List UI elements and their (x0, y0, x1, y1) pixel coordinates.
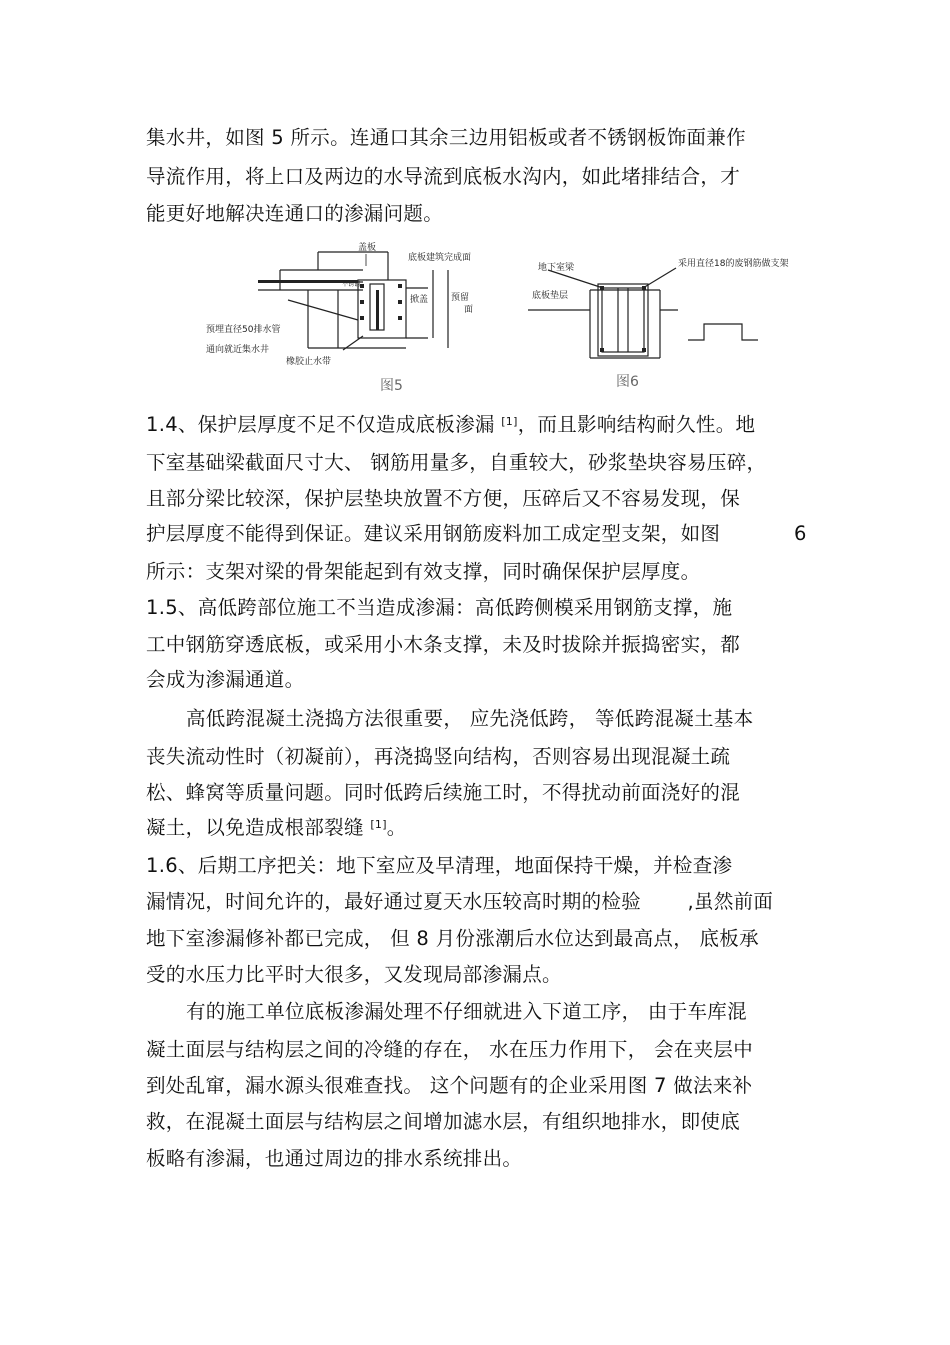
fig5-label: 预留 (451, 293, 470, 303)
figure-5-drawing (206, 240, 478, 398)
text-line: 且部分梁比较深，保护层垫块放置不方便，压碎后又不容易发现，保 (146, 487, 741, 510)
fig5-label: 底板建筑完成面 (408, 253, 472, 263)
text-line: 6 (794, 522, 807, 545)
fig5-label: 盖板 (358, 243, 377, 253)
text-line: 有的施工单位底板渗漏处理不仔细就进入下道工序， 由于车库混 (186, 1000, 747, 1023)
figure-5 (206, 240, 478, 398)
citation-ref: [1] (370, 818, 387, 831)
figure-6-drawing (528, 248, 788, 393)
fig5-label: 通向就近集水井 (206, 345, 270, 355)
text-segment: ，而且影响结构耐久性。地 (517, 413, 756, 436)
text-line: 1.6、后期工序把关：地下室应及早清理，地面保持干燥，并检查渗 (146, 854, 733, 877)
text-line: 所示：支架对梁的骨架能起到有效支撑，同时确保保护层厚度。 (146, 560, 701, 583)
text-line: 会成为渗漏通道。 (146, 668, 305, 691)
figure-6-caption: 图6 (616, 374, 639, 390)
text-line: 1.5、高低跨部位施工不当造成渗漏：高低跨侧模采用钢筋支撑，施 (146, 596, 733, 619)
text-segment: 1.4、保护层厚度不足不仅造成底板渗漏 (146, 413, 495, 436)
text-line (146, 412, 755, 438)
fig6-label: 底板垫层 (532, 291, 569, 301)
text-segment: 凝土，以免造成根部裂缝 (146, 816, 364, 839)
text-line: 导流作用，将上口及两边的水导流到底板水沟内，如此堵排结合，才 (146, 165, 741, 188)
text-line: 救，在混凝土面层与结构层之间增加滤水层，有组织地排水，即使底 (146, 1110, 741, 1133)
fig6-label: 采用直径18的废钢筋做支架 (678, 259, 789, 269)
text-segment: 。 (386, 816, 407, 839)
figure-5-caption: 图5 (380, 378, 403, 394)
fig5-label: 不锈钢 (342, 281, 361, 288)
text-line (146, 815, 407, 841)
text-line (146, 889, 773, 915)
text-line: 工中钢筋穿透底板，或采用小木条支撑，未及时拔除并振捣密实，都 (146, 633, 741, 656)
text-line: 能更好地解决连通口的渗漏问题。 (146, 202, 444, 225)
text-line: 下室基础梁截面尺寸大、 钢筋用量多，自重较大，砂浆垫块容易压碎， (146, 451, 767, 474)
text-segment: ,虽然前面 (687, 890, 774, 913)
text-line: 高低跨混凝土浇捣方法很重要， 应先浇低跨， 等低跨混凝土基本 (186, 707, 754, 730)
text-line: 板略有渗漏，也通过周边的排水系统排出。 (146, 1147, 523, 1170)
fig5-label: 面 (464, 305, 474, 315)
text-line: 地下室渗漏修补都已完成， 但 8 月份涨潮后水位达到最高点， 底板承 (146, 927, 759, 950)
text-line: 凝土面层与结构层之间的冷缝的存在， 水在压力作用下， 会在夹层中 (146, 1038, 753, 1061)
text-line: 丧失流动性时（初凝前），再浇捣竖向结构，否则容易出现混凝土疏 (146, 745, 731, 768)
text-line: 到处乱窜，漏水源头很难查找。 这个问题有的企业采用图 7 做法来补 (146, 1074, 753, 1097)
text-line: 受的水压力比平时大很多，又发现局部渗漏点。 (146, 963, 562, 986)
fig5-label: 掀盖 (410, 295, 429, 305)
text-segment: 漏情况，时间允许的，最好通过夏天水压较高时期的检验 (146, 890, 642, 913)
fig5-label: 预埋直径50排水管 (206, 325, 281, 335)
text-line: 护层厚度不能得到保证。建议采用钢筋废料加工成定型支架，如图 (146, 522, 721, 545)
fig6-label: 地下室梁 (538, 263, 575, 273)
citation-ref: [1] (501, 415, 518, 428)
fig5-label: 橡胶止水带 (286, 357, 332, 367)
text-line: 集水井，如图 5 所示。连通口其余三边用铝板或者不锈钢板饰面兼作 (146, 126, 746, 149)
figure-6 (528, 248, 788, 393)
text-line: 松、蜂窝等质量问题。同时低跨后续施工时，不得扰动前面浇好的混 (146, 781, 741, 804)
figure-5-left-labels (190, 310, 260, 360)
